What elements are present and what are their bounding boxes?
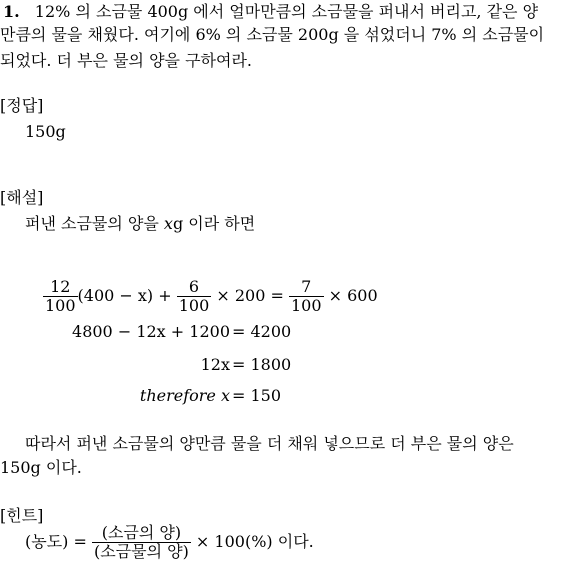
intro-pre: 퍼낸 소금물의 양을 <box>25 214 164 233</box>
hint-formula <box>25 524 314 561</box>
hint-rhs: × 100(%) 이다. <box>190 532 314 551</box>
problem-number: 1. <box>3 2 20 21</box>
equation-4-left: therefore x <box>139 386 230 405</box>
equation-1-middle-2: × 200 = <box>211 286 289 305</box>
fraction-numerator: 12 <box>43 278 78 297</box>
hint-heading: [힌트] <box>0 506 44 525</box>
conclusion-line-1: 따라서 퍼낸 소금물의 양만큼 물을 더 채워 넣으므로 더 부은 물의 양은 <box>25 434 514 453</box>
equation-1-tail: × 600 <box>323 286 378 305</box>
equation-4-right: = 150 <box>232 386 282 405</box>
fraction-numerator: 6 <box>177 278 212 297</box>
hint-fraction-numerator: (소금의 양) <box>92 524 191 543</box>
fraction-6-100 <box>177 278 212 315</box>
equation-1 <box>43 278 378 315</box>
explanation-intro <box>25 214 255 234</box>
answer-heading: [정답] <box>0 96 44 115</box>
fraction-denominator: 100 <box>45 296 76 315</box>
problem-text-line-1 <box>3 2 538 22</box>
equation-2-left: 4800 − 12x + 1200 <box>72 322 230 341</box>
problem-line-3: 되었다. 더 부은 물의 양을 구하여라. <box>0 51 252 70</box>
fraction-12-100 <box>43 278 78 315</box>
fraction-denominator: 100 <box>178 296 210 315</box>
equation-3-right: = 1800 <box>232 355 292 374</box>
explanation-heading: [해설] <box>0 188 44 207</box>
intro-post: g 이라 하면 <box>172 214 256 233</box>
equation-3-left: 12x <box>200 355 230 374</box>
equation-2-right: = 4200 <box>232 322 292 341</box>
intro-variable: x <box>163 214 173 233</box>
fraction-numerator: 7 <box>289 278 324 297</box>
answer-value: 150g <box>25 122 66 141</box>
fraction-7-100 <box>289 278 324 315</box>
hint-lhs: (농도) = <box>25 532 92 551</box>
equation-1-middle: (400 − x) + <box>77 286 177 305</box>
problem-line-2: 만큼의 물을 채웠다. 여기에 6% 의 소금물 200g 을 섞었더니 7% 의 소금물이 <box>0 25 545 44</box>
hint-fraction <box>92 524 191 561</box>
conclusion-line-2: 150g 이다. <box>0 458 82 477</box>
problem-line-1: 12% 의 소금물 400g 에서 얼마만큼의 소금물을 퍼내서 버리고, 같은 양 <box>34 2 539 21</box>
hint-fraction-denominator: (소금물의 양) <box>93 542 189 561</box>
fraction-denominator: 100 <box>291 296 322 315</box>
